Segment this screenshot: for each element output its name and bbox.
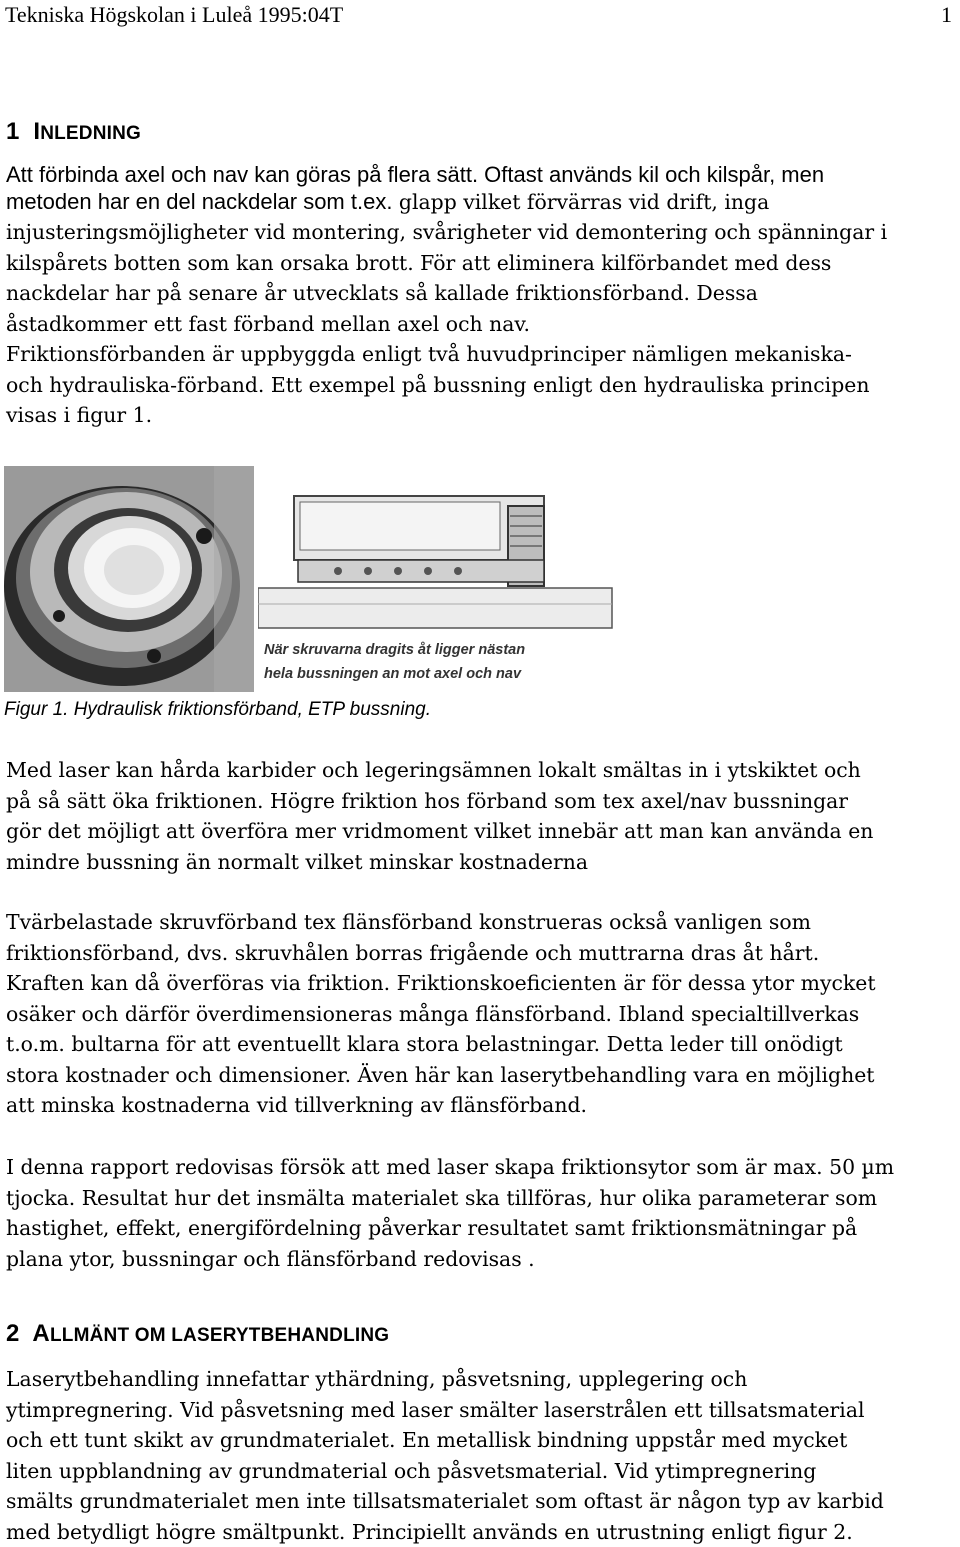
section-2-title-initial: A — [32, 1320, 50, 1347]
bushing-section-drawing — [258, 466, 632, 694]
paragraph-line: Tvärbelastade skruvförband tex flänsförband konstrueras också vanligen som — [6, 910, 811, 934]
paragraph-line: visas i figur 1. — [6, 403, 153, 427]
paragraph-line: liten uppblandning av grundmaterial och påsvetsmaterial. Vid ytimpregnering — [6, 1458, 817, 1483]
paragraph-line: friktionsförband, dvs. skruvhålen borras frigående och muttrarna dras åt hårt. — [6, 940, 820, 965]
paragraph-line: åstadkommer ett fast förband mellan axel och nav. — [6, 311, 530, 336]
section-1-heading — [6, 118, 141, 148]
paragraph-line: Med laser kan hårda karbider och legeringsämnen lokalt smältas in i ytskiktet och — [6, 758, 861, 782]
paragraph-line-part: glapp vilket förvärras vid drift, inga — [392, 189, 770, 214]
section-1-paragraph-2 — [6, 755, 958, 877]
paragraph-line: stora kostnader och dimensioner. Även här kan laserytbehandling vara en möjlighet — [6, 1062, 875, 1087]
drawing-label-line-2: hela bussningen an mot axel och nav — [264, 666, 522, 682]
section-2-paragraph-1 — [6, 1364, 958, 1547]
paragraph-line-mixed — [6, 187, 958, 218]
section-1-paragraph-3 — [6, 907, 958, 1121]
paragraph-line: och ett tunt skikt av grundmaterialet. En metallisk bindning uppstår med mycket — [6, 1428, 848, 1452]
paragraph-line: Kraften kan då överföras via friktion. Friktionskoeficienten är för dessa ytor mycket — [6, 971, 876, 995]
paragraph-line: på så sätt öka friktionen. Högre friktion hos förband som tex axel/nav bussningar — [6, 788, 849, 813]
paragraph-line: nackdelar har på senare år utvecklats så kallade friktionsförband. Dessa — [6, 281, 758, 305]
figure-1-caption: Figur 1. Hydraulisk friktionsförband, ETP bussning. — [4, 699, 431, 720]
paragraph-line: plana ytor, bussningar och flänsförband redovisas . — [6, 1246, 535, 1271]
paragraph-line-part: metoden har en del nackdelar som t.ex. — [6, 188, 393, 214]
section-2-title-rest: LLMÄNT OM LASERYTBEHANDLING — [49, 1325, 390, 1346]
section-2-number: 2 — [6, 1320, 20, 1347]
paragraph-line: hastighet, effekt, energifördelning påverkar resultatet samt friktionsmätningar på — [6, 1216, 858, 1240]
paragraph-line: ytimpregnering. Vid påsvetsning med laser smälter laserstrålen ett tillsatsmaterial — [6, 1397, 865, 1422]
paragraph-line: Friktionsförbanden är uppbyggda enligt två huvudprinciper nämligen mekaniska- — [6, 342, 852, 366]
paragraph-line: tjocka. Resultat hur det insmälta materialet ska tillföras, hur olika parameterar som — [6, 1185, 878, 1210]
paragraph-line: och hydrauliska-förband. Ett exempel på bussning enligt den hydrauliska principen — [6, 372, 870, 397]
running-header — [5, 2, 952, 28]
section-1-paragraph-1 — [6, 160, 958, 431]
paragraph-line: mindre bussning än normalt vilket minskar kostnaderna — [6, 849, 588, 874]
paragraph-line: Laserytbehandling innefattar ythärdning, påsvetsning, upplegering och — [6, 1367, 748, 1391]
paragraph-line: I denna rapport redovisas försök att med laser skapa friktionsytor som är max. 50 µm — [6, 1155, 895, 1179]
paragraph-line: t.o.m. bultarna för att eventuellt klara stora belastningar. Detta leder till onödigt — [6, 1032, 843, 1056]
paragraph-line: osäker och därför överdimensioneras många flänsförband. Ibland specialtillverkas — [6, 1001, 860, 1026]
etp-bushing-photo — [4, 466, 254, 692]
section-2-heading — [6, 1320, 389, 1350]
paragraph-line: med betydligt högre smältpunkt. Principiellt används en utrustning enligt figur 2. — [6, 1519, 853, 1544]
header-institution: Tekniska Högskolan i Luleå 1995:04T — [5, 2, 344, 27]
paragraph-line: injusteringsmöjligheter vid montering, svårigheter vid demontering och spänningar i — [6, 220, 888, 244]
paragraph-line: gör det möjligt att överföra mer vridmoment vilket innebär att man kan använda en — [6, 819, 874, 843]
page-number: 1 — [941, 2, 952, 27]
section-1-title-initial: I — [33, 118, 41, 145]
paragraph-line: att minska kostnaderna vid tillverkning av flänsförband. — [6, 1093, 587, 1117]
section-1-number: 1 — [6, 118, 20, 145]
paragraph-line: Att förbinda axel och nav kan göras på flera sätt. Oftast används kil och kilspår, men — [6, 162, 825, 187]
drawing-label-line-1: När skruvarna dragits åt ligger nästan — [264, 642, 526, 658]
section-1-title-rest: NLEDNING — [40, 123, 142, 144]
paragraph-line: smälts grundmaterialet men inte tillsatsmaterialet som oftast är någon typ av karbid — [6, 1489, 884, 1513]
section-1-paragraph-4 — [6, 1152, 958, 1274]
paragraph-line: kilspårets botten som kan orsaka brott. För att eliminera kilförbandet med dess — [6, 250, 832, 275]
bushing-photo-drawing — [4, 466, 254, 692]
